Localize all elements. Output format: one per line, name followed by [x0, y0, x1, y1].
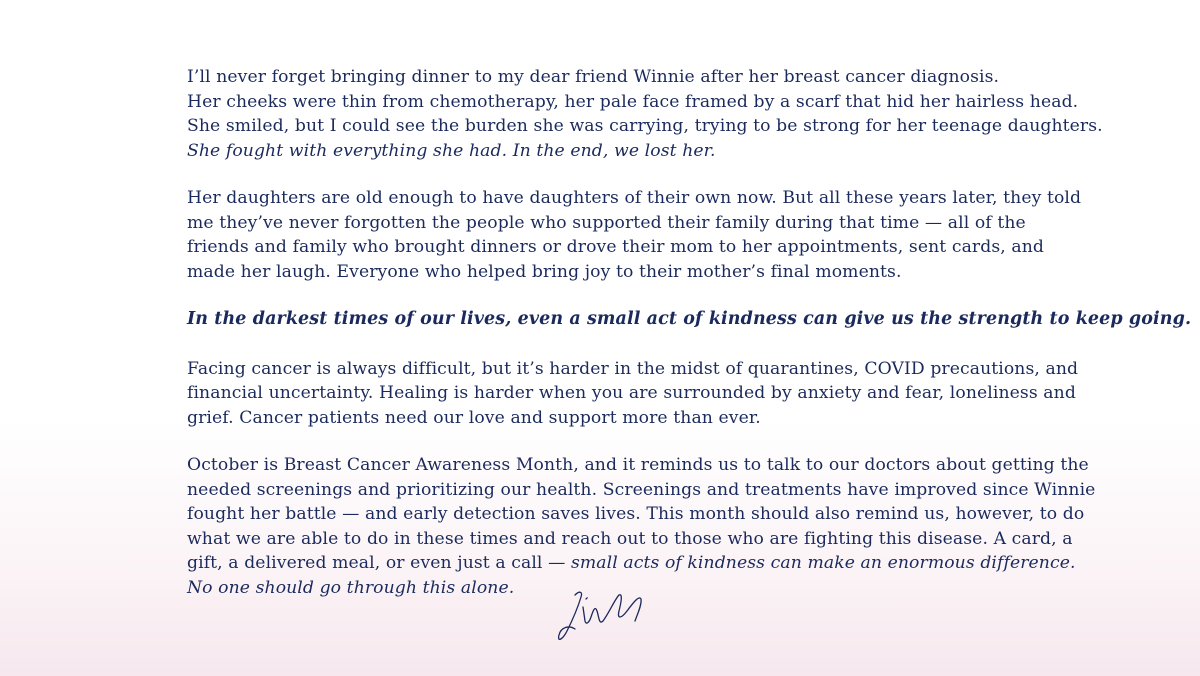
- paragraph-4: [187, 453, 1096, 600]
- text-segment: gift, a delivered meal, or even just a call —: [187, 553, 571, 573]
- text-line: friends and family who brought dinners or drove their mom to her appointments, sent cards, and: [187, 237, 1044, 257]
- text-segment-italic: small acts of kindness can make an enormous difference.: [570, 553, 1076, 573]
- text-line: me they’ve never forgotten the people who supported their family during that time — all of the: [187, 212, 1026, 233]
- signature-image: [553, 585, 653, 647]
- letter-body: [187, 65, 1192, 623]
- text-line: financial uncertainty. Healing is harder when you are surrounded by anxiety and fear, loneliness and: [187, 383, 1076, 403]
- text-line: October is Breast Cancer Awareness Month, and it reminds us to talk to our doctors about getting the: [187, 455, 1089, 475]
- paragraph-2: [187, 186, 1082, 284]
- paragraph-1: [187, 65, 1103, 163]
- signature-dot: [586, 598, 587, 599]
- text-line: made her laugh. Everyone who helped bring joy to their mother’s final moments.: [187, 261, 902, 282]
- text-line: Her daughters are old enough to have daughters of their own now. But all these years later, they told: [187, 188, 1082, 208]
- text-line: grief. Cancer patients need our love and support more than ever.: [187, 407, 761, 428]
- closing-line: No one should go through this alone.: [187, 577, 515, 598]
- pull-quote: In the darkest times of our lives, even a small act of kindness can give us the strength to keep going.: [187, 309, 1192, 329]
- text-line: I’ll never forget bringing dinner to my dear friend Winnie after her breast cancer diagnosis.: [187, 67, 1000, 87]
- text-line-italic: She fought with everything she had. In the end, we lost her.: [187, 140, 716, 161]
- text-line: needed screenings and prioritizing our health. Screenings and treatments have improved since Winnie: [187, 479, 1096, 500]
- paragraph-3: [187, 357, 1079, 431]
- text-line: fought her battle — and early detection saves lives. This month should also remind us, however, to do: [187, 504, 1085, 524]
- text-line: Facing cancer is always difficult, but it’s harder in the midst of quarantines, COVID precautions, and: [187, 358, 1079, 379]
- signature-stroke: [559, 592, 642, 639]
- text-line: what we are able to do in these times and reach out to those who are fighting this disease. A card, a: [187, 528, 1073, 549]
- text-line: Her cheeks were thin from chemotherapy, her pale face framed by a scarf that hid her hairless head.: [187, 91, 1079, 112]
- text-line-mixed: [187, 551, 1076, 576]
- text-line: She smiled, but I could see the burden she was carrying, trying to be strong for her teenage daughters.: [187, 116, 1103, 136]
